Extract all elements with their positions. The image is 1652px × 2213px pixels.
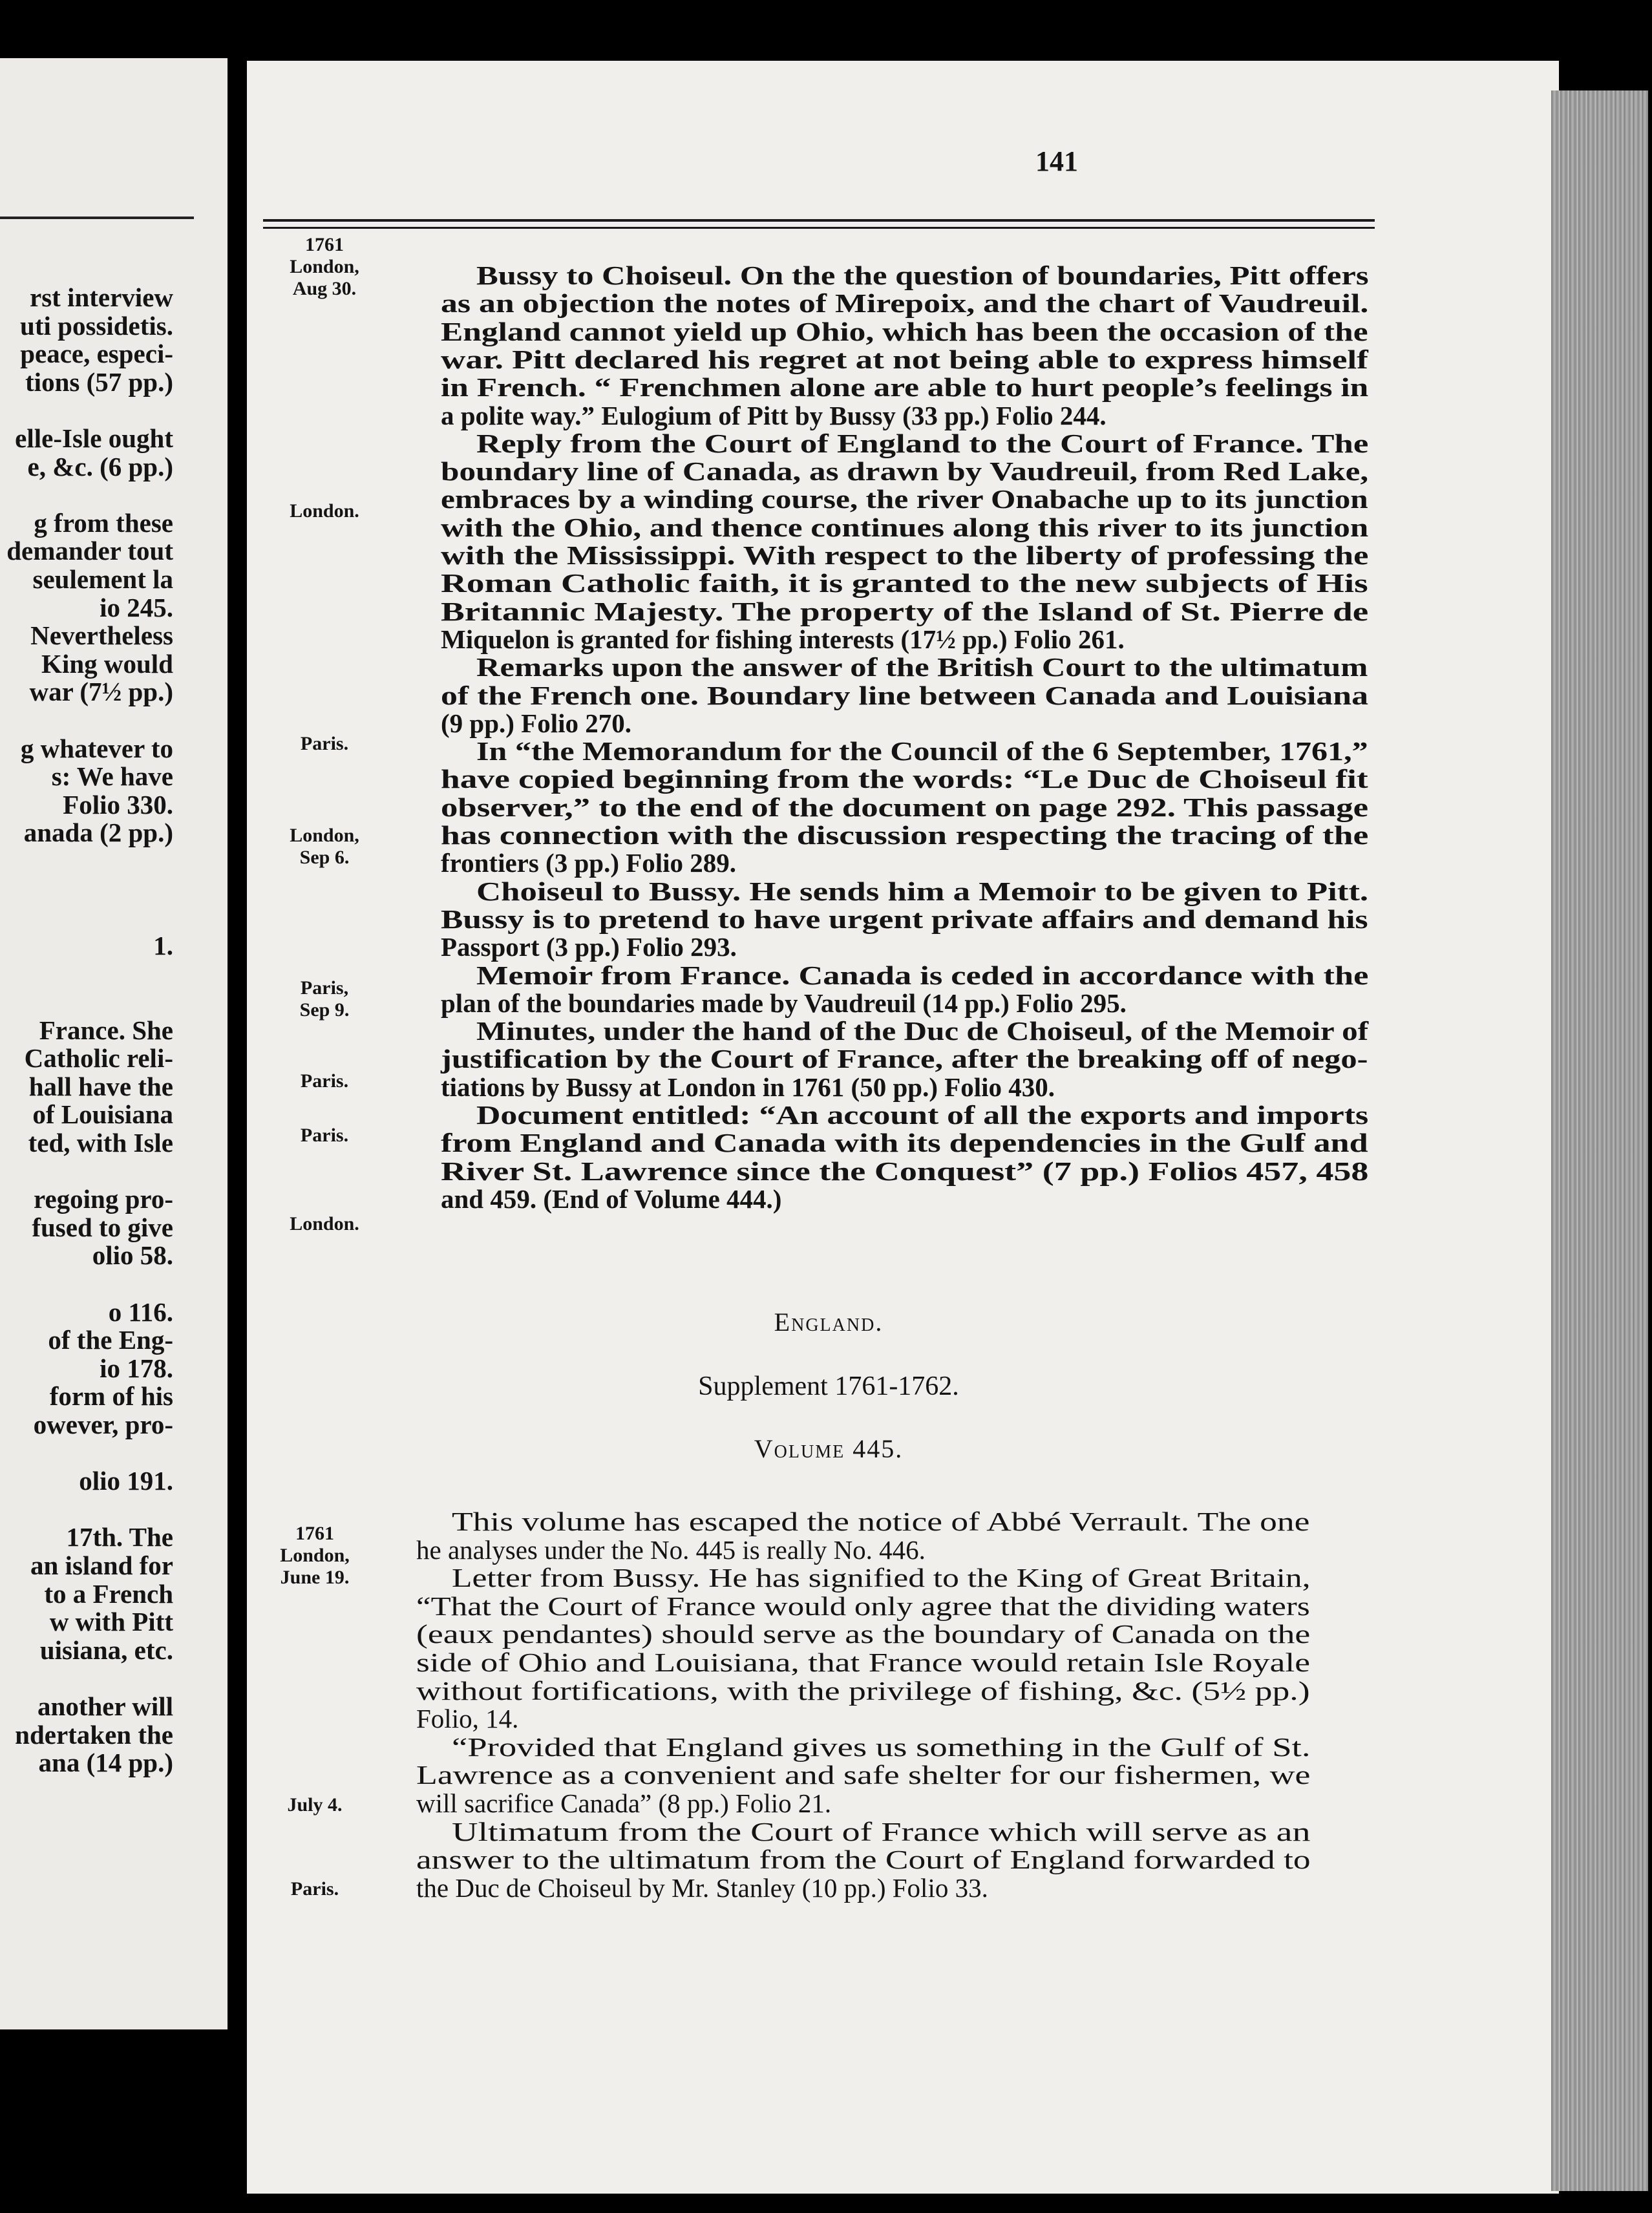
left-page-line: olio 191. <box>79 1466 173 1496</box>
text-line: have copied beginning from the words: “Le Duc de Choiseul fit <box>441 764 1368 794</box>
text-line: Minutes, under the hand of the Duc de Choiseul, of the Memoir of <box>476 1016 1369 1046</box>
left-page-line: fused to give <box>32 1212 173 1242</box>
text-line: answer to the ultimatum from the Court of England forwarded to <box>416 1845 1311 1875</box>
left-page-line: tions (57 pp.) <box>25 366 173 397</box>
text-line: Ultimatum from the Court of France which will serve as an <box>452 1816 1311 1847</box>
text-line: Bussy is to pretend to have urgent private affairs and demand his <box>441 904 1368 934</box>
margin-date: Paris, Sep 9. <box>299 977 350 1021</box>
text-line: (9 pp.) Folio 270. <box>441 708 631 738</box>
header-rule-bottom <box>263 227 1375 229</box>
text-line: Britannic Majesty. The property of the Island of St. Pierre de <box>441 596 1369 626</box>
text-line: will sacrifice Canada” (8 pp.) Folio 21. <box>416 1788 832 1818</box>
left-page-line: war (7½ pp.) <box>29 677 173 707</box>
header-rule-top <box>263 219 1375 222</box>
text-line: with the Mississippi. With respect to the liberty of professing the <box>441 540 1369 570</box>
text-line: justification by the Court of France, after the breaking off of nego- <box>441 1044 1368 1074</box>
left-page-line: hall have the <box>28 1071 173 1101</box>
text-line: frontiers (3 pp.) Folio 289. <box>441 848 737 878</box>
text-line: Document entitled: “An account of all the exports and imports <box>476 1100 1369 1130</box>
text-line: In “the Memorandum for the Council of the 6 September, 1761,” <box>476 736 1368 767</box>
text-line: Lawrence as a convenient and safe shelter for our fishermen, we <box>416 1760 1311 1790</box>
left-page-line: olio 58. <box>92 1240 173 1271</box>
left-page-line: ndertaken the <box>15 1719 173 1750</box>
left-page-line: regoing pro- <box>33 1184 173 1214</box>
text-line: war. Pitt declared his regret at not being able to express himself <box>441 344 1368 374</box>
left-page-line: uti possidetis. <box>20 310 173 341</box>
margin-date: Paris. <box>290 1878 339 1900</box>
left-page-line: io 178. <box>100 1353 173 1383</box>
text-line: Bussy to Choiseul. On the the question of boundaries, Pitt offers <box>476 260 1369 290</box>
left-page-line: 17th. The <box>66 1522 173 1552</box>
left-page-line: Folio 330. <box>63 789 173 820</box>
text-line: without fortifications, with the privilege of fishing, &c. (5½ pp.) <box>416 1675 1310 1706</box>
text-line: observer,” to the end of the document on page 292. This passage <box>441 792 1369 822</box>
left-page-line: an island for <box>30 1551 173 1580</box>
text-line: tiations by Bussy at London in 1761 (50 pp.) Folio 430. <box>441 1072 1055 1102</box>
text-line: he analyses under the No. 445 is really No. 446. <box>416 1534 926 1565</box>
margin-date: London. <box>290 1213 359 1234</box>
margin-date: 1761 London, June 19. <box>280 1523 350 1588</box>
left-page-line: anada (2 pp.) <box>23 818 173 848</box>
left-page-line: Nevertheless <box>30 620 173 651</box>
left-page-line: ana (14 pp.) <box>38 1748 173 1778</box>
left-page-line: 1. <box>153 930 173 960</box>
text-line: in French. “ Frenchmen alone are able to hurt people’s feelings in <box>441 372 1369 403</box>
left-page-line: g from these <box>34 507 173 538</box>
left-page-line: of Louisiana <box>32 1099 173 1130</box>
text-line: England cannot yield up Ohio, which has been the occasion of the <box>441 316 1368 346</box>
text-line: and 459. (End of Volume 444.) <box>441 1183 782 1214</box>
section-heading-supplement: Supplement 1761-1762. <box>698 1371 959 1401</box>
text-line: embraces by a winding course, the river Onabache up to its junction <box>441 484 1368 514</box>
left-page-line: King would <box>41 648 173 679</box>
book-page-edges <box>1551 90 1648 2191</box>
text-line: boundary line of Canada, as drawn by Vaudreuil, from Red Lake, <box>441 456 1369 487</box>
text-line: the Duc de Choiseul by Mr. Stanley (10 pp.) Folio 33. <box>416 1872 988 1903</box>
left-page-line: peace, especi- <box>20 339 173 369</box>
left-page-line: io 245. <box>100 592 173 622</box>
section-heading-country: England. <box>774 1308 884 1337</box>
text-line: Memoir from France. Canada is ceded in accordance with the <box>476 960 1369 990</box>
text-line: Miquelon is granted for fishing interests (17½ pp.) Folio 261. <box>441 624 1125 654</box>
text-line: Remarks upon the answer of the British Court to the ultimatum <box>476 652 1368 683</box>
left-page-line: g whatever to <box>20 733 173 763</box>
left-page-line: o 116. <box>108 1297 173 1327</box>
left-page-line: demander tout <box>6 536 173 566</box>
left-page-line: elle-Isle ought <box>15 423 173 453</box>
text-line: “That the Court of France would only agree that the dividing waters <box>416 1591 1310 1621</box>
text-line: Folio, 14. <box>416 1704 519 1734</box>
text-line: “Provided that England gives us something in the Gulf of St. <box>452 1731 1311 1762</box>
text-line: plan of the boundaries made by Vaudreuil (14 pp.) Folio 295. <box>441 988 1127 1018</box>
document-page <box>247 61 1559 2194</box>
text-line: Passport (3 pp.) Folio 293. <box>441 932 737 962</box>
text-line: This volume has escaped the notice of Abbé Verrault. The one <box>452 1507 1310 1536</box>
text-line: has connection with the discussion respecting the tracing of the <box>441 820 1369 850</box>
text-line: with the Ohio, and thence continues along this river to its junction <box>441 512 1369 542</box>
left-page-line: to a French <box>44 1578 173 1609</box>
left-page-rule <box>0 217 194 219</box>
left-page-line: w with Pitt <box>49 1607 173 1637</box>
left-page-line: uisiana, etc. <box>39 1635 173 1665</box>
text-line: Choiseul to Bussy. He sends him a Memoir to be given to Pitt. <box>476 876 1369 906</box>
section-heading-volume: Volume 445. <box>754 1434 904 1463</box>
left-page-line: seulement la <box>32 564 173 594</box>
left-page-line: owever, pro- <box>33 1410 173 1439</box>
left-page-line: of the Eng- <box>48 1325 173 1355</box>
margin-date: Paris. <box>300 733 349 754</box>
left-page-line: another will <box>37 1691 173 1721</box>
text-line: Letter from Bussy. He has signified to the King of Great Britain, <box>452 1563 1311 1593</box>
left-page-line: form of his <box>49 1381 173 1412</box>
text-line: from England and Canada with its dependencies in the Gulf and <box>441 1128 1368 1158</box>
left-page-line: ted, with Isle <box>28 1128 173 1158</box>
margin-date: London. <box>290 500 359 522</box>
text-line: Roman Catholic faith, it is granted to the new subjects of His <box>441 568 1368 598</box>
text-line: of the French one. Boundary line between Canada and Louisiana <box>441 680 1369 710</box>
margin-date: Paris. <box>300 1070 349 1092</box>
margin-date: London, Sep 6. <box>290 825 359 868</box>
text-line: side of Ohio and Louisiana, that France would retain Isle Royale <box>416 1647 1311 1677</box>
left-page-line: s: We have <box>51 761 173 792</box>
text-line: Reply from the Court of England to the Court of France. The <box>476 428 1369 458</box>
left-page-line: e, &c. (6 pp.) <box>27 451 173 482</box>
margin-date: July 4. <box>287 1794 343 1816</box>
text-line: a polite way.” Eulogium of Pitt by Bussy (33 pp.) Folio 244. <box>441 400 1107 430</box>
previous-page-fragment <box>0 58 228 2029</box>
margin-date: Paris. <box>300 1125 349 1146</box>
text-line: as an objection the notes of Mirepoix, and the chart of Vaudreuil. <box>441 288 1369 319</box>
left-page-line: Catholic reli- <box>24 1043 173 1074</box>
left-page-line: rst interview <box>30 282 173 312</box>
text-line: River St. Lawrence since the Conquest” (7 pp.) Folios 457, 458 <box>441 1156 1369 1186</box>
left-page-line: France. She <box>39 1015 173 1045</box>
page-number: 141 <box>1035 145 1078 177</box>
margin-date: 1761 London, Aug 30. <box>290 234 359 299</box>
text-line: (eaux pendantes) should serve as the boundary of Canada on the <box>416 1619 1311 1649</box>
